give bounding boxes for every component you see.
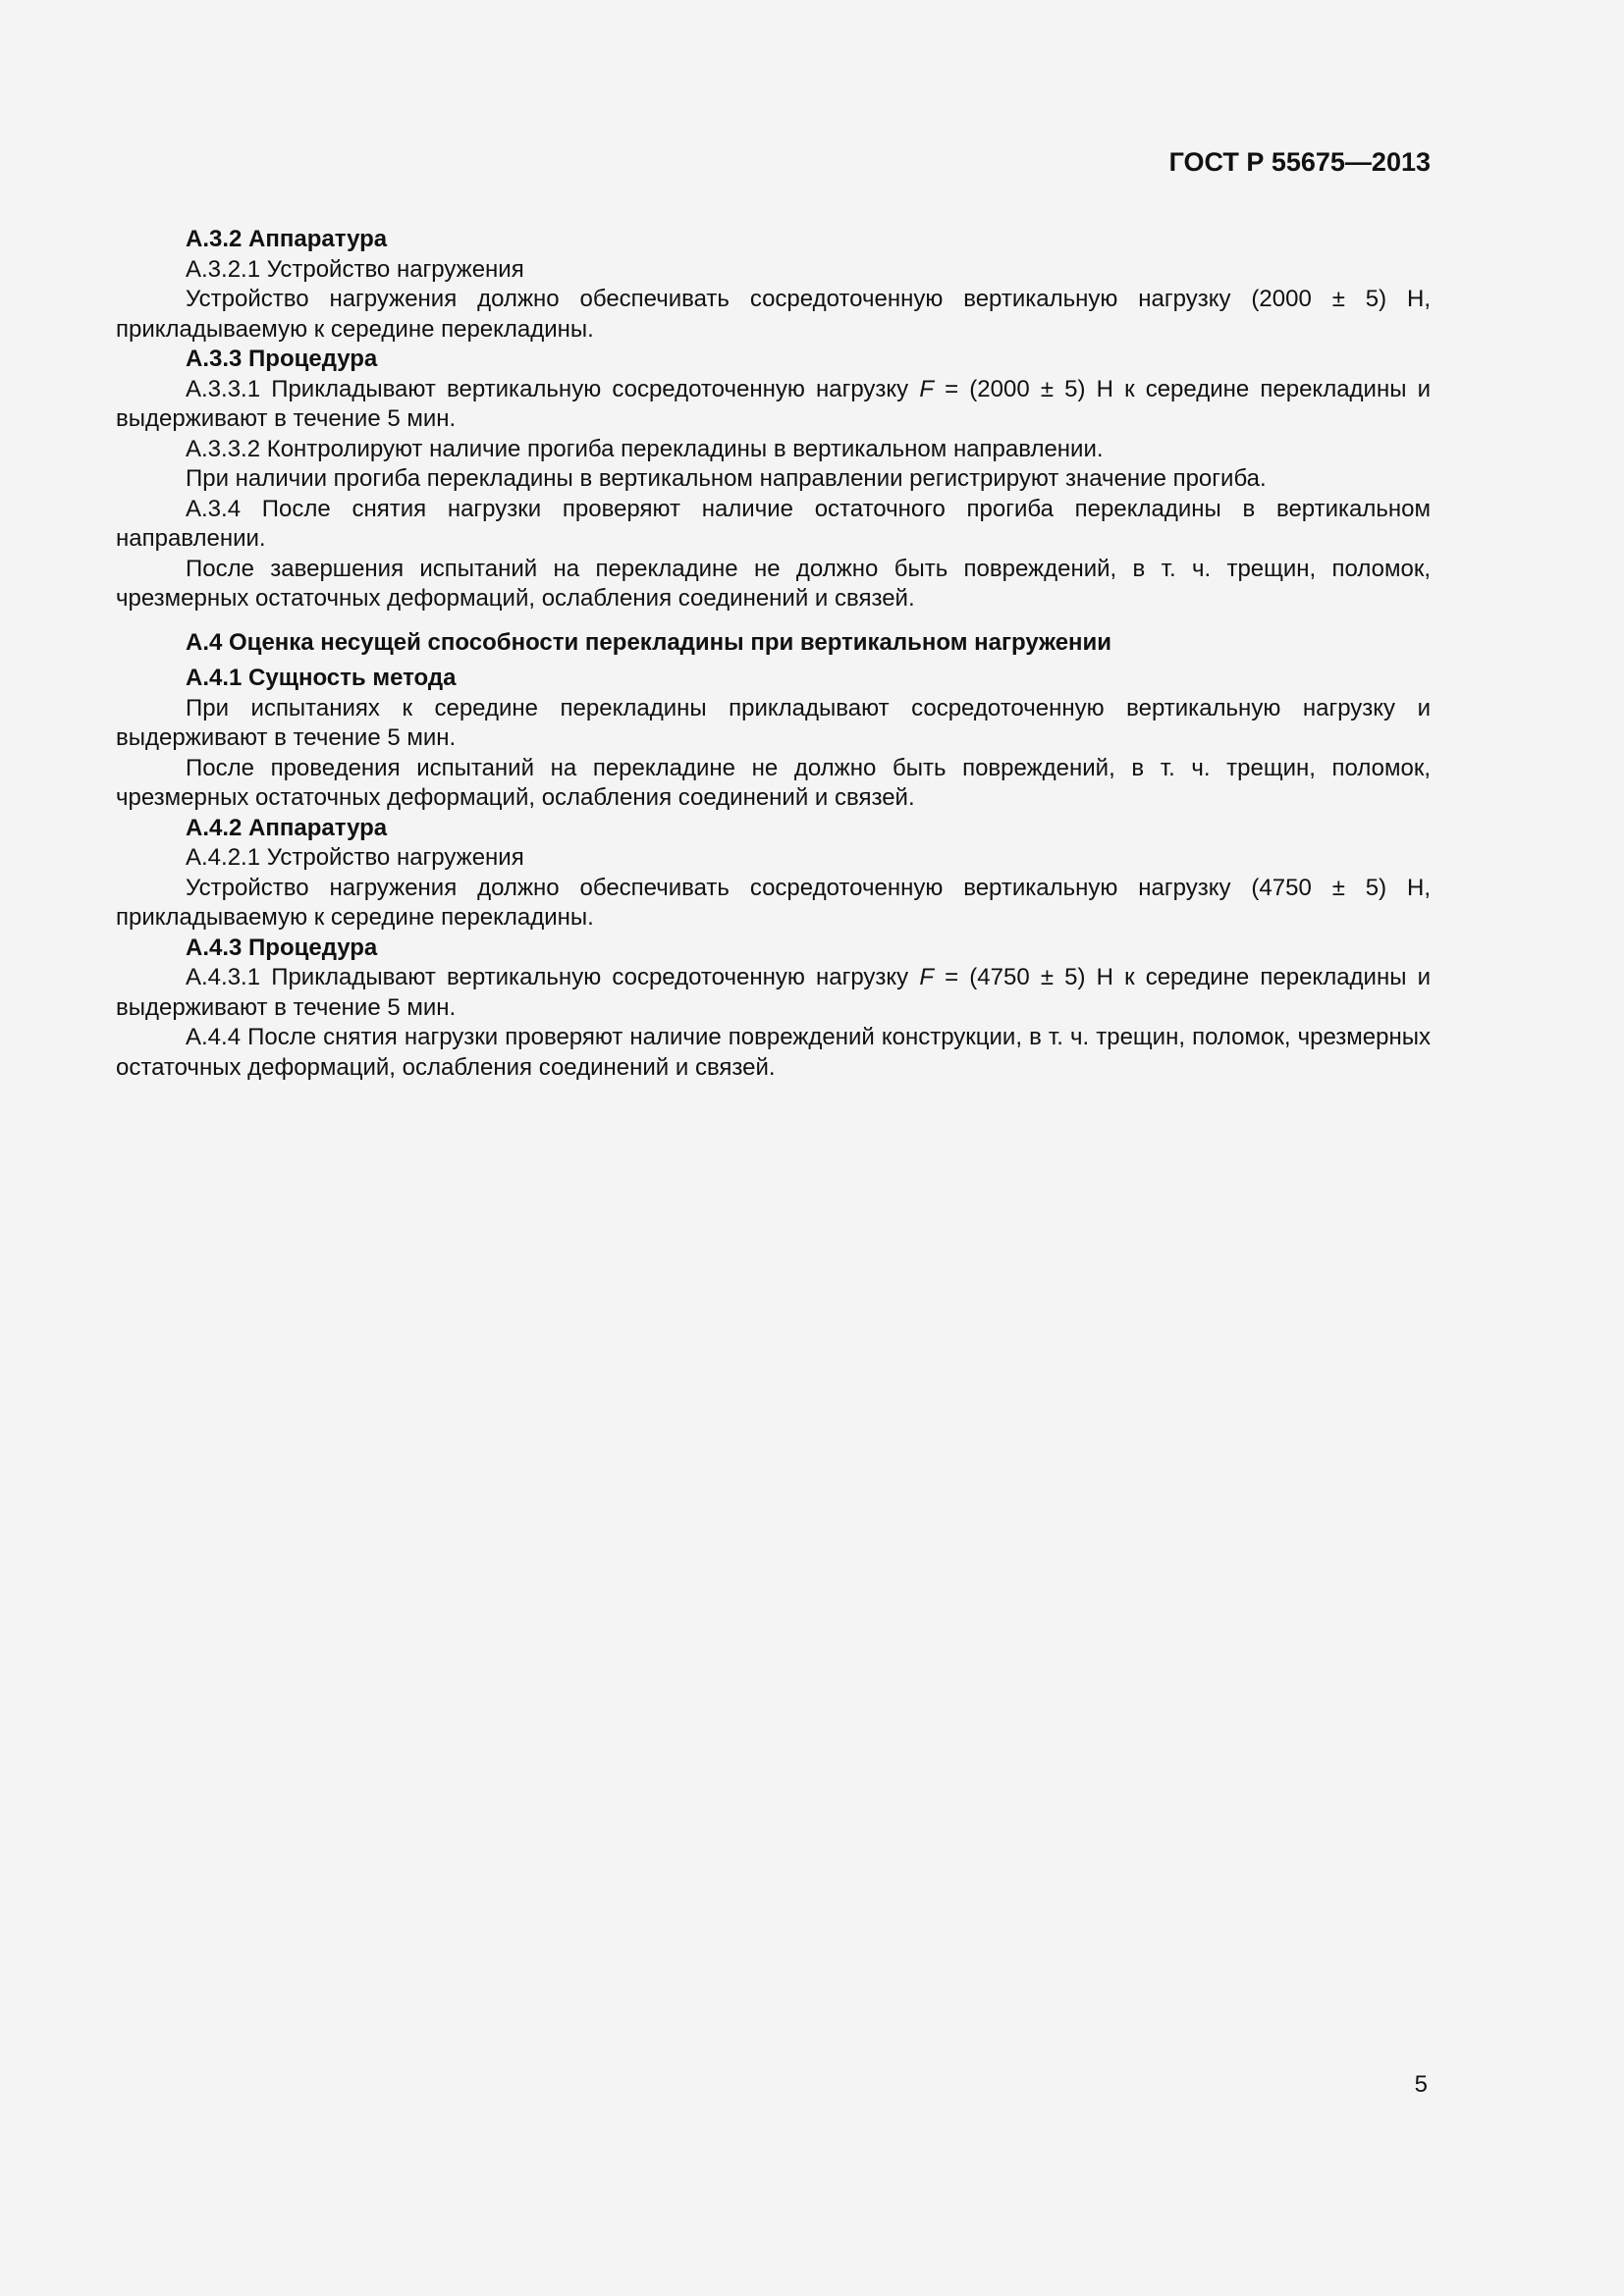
document-header: ГОСТ Р 55675—2013 — [1168, 147, 1431, 177]
section-heading-a32: А.3.2 Аппаратура — [186, 226, 388, 252]
paragraph: А.3.3.1 Прикладывают вертикальную сосредоточенную нагрузку F = (2000 ± 5) Н к середине перекладины и выдерживают в течение 5 мин. — [116, 375, 1432, 432]
paragraph: А.3.2.1 Устройство нагружения — [186, 255, 524, 283]
document-body — [116, 225, 1431, 1083]
section-heading-a42: А.4.2 Аппаратура — [186, 814, 388, 841]
section-heading-a43: А.4.3 Процедура — [186, 934, 378, 961]
paragraph: А.4.3.1 Прикладывают вертикальную сосредоточенную нагрузку F = (4750 ± 5) Н к середине перекладины и выдерживают в течение 5 мин. — [116, 964, 1432, 1021]
variable-f: F — [919, 964, 934, 990]
paragraph: Устройство нагружения должно обеспечивать сосредоточенную вертикальную нагрузку (4750 ± 5) Н, прикладываемую к середине перекладины. — [116, 874, 1431, 931]
paragraph: А.4.2.1 Устройство нагружения — [186, 844, 524, 871]
variable-f: F — [919, 375, 934, 402]
section-heading-a33: А.3.3 Процедура — [186, 346, 378, 372]
paragraph: При испытаниях к середине перекладины прикладывают сосредоточенную вертикальную нагрузку и выдерживают в течение 5 мин. — [116, 694, 1431, 751]
page-number: 5 — [1414, 2071, 1428, 2098]
paragraph: При наличии прогиба перекладины в вертикальном направлении регистрируют значение прогиба. — [186, 465, 1267, 492]
paragraph: А.3.3.2 Контролируют наличие прогиба перекладины в вертикальном направлении. — [186, 435, 1104, 462]
paragraph: Устройство нагружения должно обеспечивать сосредоточенную вертикальную нагрузку (2000 ± 5) Н, прикладываемую к середине перекладины. — [116, 286, 1431, 343]
paragraph: После проведения испытаний на перекладине не должно быть повреждений, в т. ч. трещин, поломок, чрезмерных остаточных деформаций, ослабления соединений и связей. — [116, 754, 1431, 811]
section-heading-a4: А.4 Оценка несущей способности перекладины при вертикальном нагружении — [186, 628, 1112, 656]
paragraph: А.4.4 После снятия нагрузки проверяют наличие повреждений конструкции, в т. ч. трещин, поломок, чрезмерных остаточных деформаций, ослабления соединений и связей. — [116, 1024, 1431, 1081]
paragraph: После завершения испытаний на перекладине не должно быть повреждений, в т. ч. трещин, поломок, чрезмерных остаточных деформаций, ослабления соединений и связей. — [116, 555, 1431, 612]
paragraph: А.3.4 После снятия нагрузки проверяют наличие остаточного прогиба перекладины в вертикальном направлении. — [116, 495, 1431, 552]
section-heading-a41: А.4.1 Сущность метода — [186, 665, 457, 691]
